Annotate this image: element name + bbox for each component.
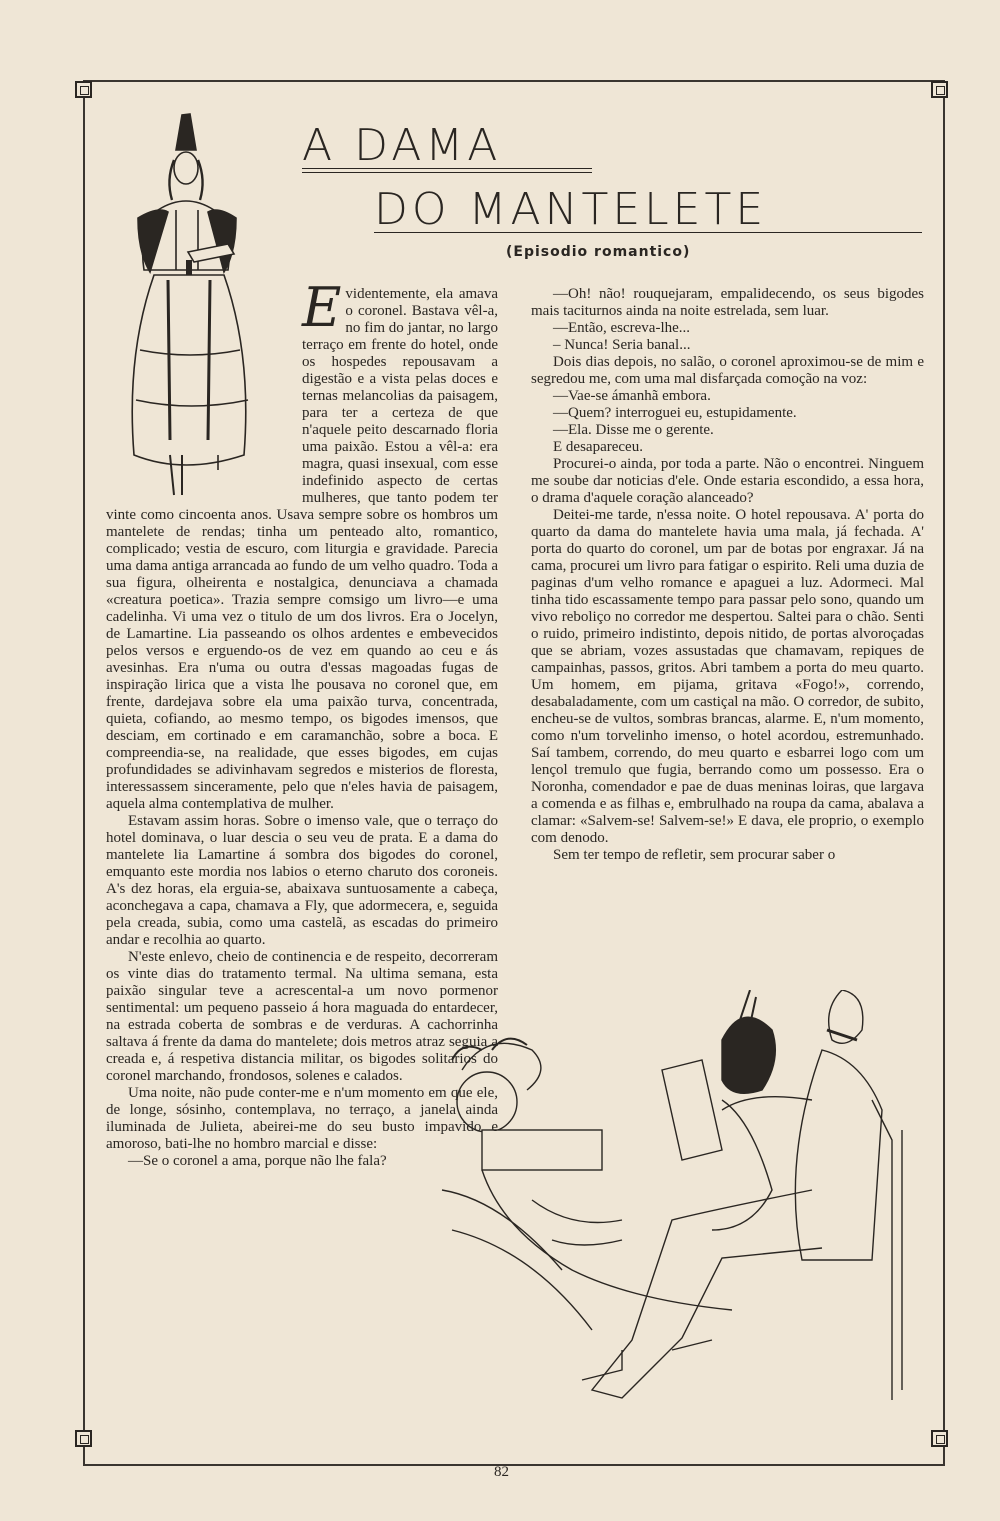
r-paragraph-4: Dois dias depois, no salão, o coronel aproximou-se de mim e segredou me, com uma mal disfarçada comoção na voz:: [531, 354, 924, 387]
paragraph-3: N'este enlevo, cheio de continencia e de respeito, decorreram os vinte dias do tratamento termal. Na ultima semana, esta paixão singular teve a acrescental-a um novo pormenor sentimental: um pequeno passeio á hora maguada do entardecer, na estrada coberta de sombras e de verduras. A cachorrinha saltava á frente da dama do mantelete; dois metros atraz seguia a creada e, á respetiva distancia militar, os bigodes solitarios do coronel marchando, frondosos, solenes e calados.: [106, 949, 498, 1084]
title-line-1: A DAMA: [302, 120, 502, 171]
corner-ornament-bottom-right: [931, 1430, 948, 1447]
page-number: 82: [494, 1464, 509, 1480]
figure-float-spacer: [106, 286, 302, 504]
r-paragraph-6: —Quem? interroguei eu, estupidamente.: [553, 405, 797, 421]
r-paragraph-9: Procurei-o ainda, por toda a parte. Não o encontrei. Ninguem me soube dar noticias d'ele. Onde estaria escondido, a essa hora, o drama d'aquele coração alanceado?: [531, 456, 924, 506]
title-rule-1: [302, 168, 592, 169]
paragraph-1: Evidentemente, ela amava o coronel. Bastava vêl-a, no fim do jantar, no largo terraço em frente do hotel, onde os hospedes repousavam a digestão e a vista pelas doces e ternas melancolias da paisagem, para ter a certeza de que n'aquele peito descarnado floria uma paixão. Estou a vêl-a: era magra, quasi insexual, com esse indefinido aspecto de certas mulheres, que tanto podem ter vinte como cincoenta anos. Usava sempre sobre os hombros um mantelete de rendas; tinha um penteado alto, romantico, complicado; vestia de escuro, com liturgia e gravidade. Parecia uma dama antiga arrancada ao fundo de um velho quadro. Toda a sua figura, olheirenta e nostalgica, denunciava a chamada «creatura poetica». Trazia sempre comsigo um livro—e uma cadelinha. Vi uma vez o titulo de um dos livros. Era o Jocelyn, de Lamartine. Lia passeando os olhos ardentes e embevecidos pelos versos e erguendo-os de vez em quando ao ceu e ás avesinhas. Era n'uma ou outra d'essas magoadas fugas de inspiração lirica que a vista lhe pousava no coronel que, em frente, dardejava sobre ela uma paixão turva, concentrada, quieta, cofiando, ao mesmo tempo, os bigodes imensos, que desciam, em cortinado e em caramanchão, sobre a boca. E compreendia-se, na realidade, que esses bigodes, em cujas profundidades se adivinhavam segredos e misterios de floresta, interessassem sinceramente, pelo que n'eles havia de paisagem, aquela alma contemplativa de mulher.: [106, 276, 498, 812]
article-right-column: [531, 286, 924, 864]
paragraph-4: Uma noite, não pude conter-me e n'um momento em que ele, de longe, sósinho, contemplava, no terraço, a janela ainda iluminada de Julieta, abeirei-me do seu busto impavido e amoroso, bati-lhe no hombro marcial e disse:: [106, 1085, 498, 1152]
r-paragraph-3: – Nunca! Seria banal...: [553, 337, 691, 353]
paragraph-2: Estavam assim horas. Sobre o imenso vale, que o terraço do hotel dominava, o luar descia o seu veu de prata. E a dama do mantelete lia Lamartine á sombra dos bigodes do coronel, emquanto este mordia nos labios o eterno charuto dos coroneis. A's dez horas, ela erguia-se, abaixava suntuosamente a cabeça, aconchegava a capa, chamava a Fly, que adormecera, e, seguida pela creada, subia, como uma castelã, as escadas do primeiro andar e recolhia ao quarto.: [106, 813, 498, 948]
r-paragraph-10: Deitei-me tarde, n'essa noite. O hotel repousava. A' porta do quarto da dama do mantelete havia uma mala, já fechada. A' porta do quarto do coronel, um par de botas por engraxar. Já na cama, procurei um livro para fatigar o espirito. Reli uma duzia de paginas d'um velho romance e apaguei a luz. Adormeci. Mal tinha tido escassamente tempo para passar pelo sono, quando um vivo reboliço no corredor me despertou. Saltei para o chão. Senti o ruido, primeiro indistinto, depois nitido, de portas alvoroçadas que se abriam, vozes assustadas que chamavam, repiques de campainhas, passos, gritos. Abri tambem a porta do meu quarto. Um homem, em pijama, gritava «Fogo!», correndo, desabaladamente, com um castiçal na mão. O corredor, de subito, encheu-se de vultos, sombras brancas, alarme. E, n'um momento, como n'um torvelinho imenso, o hotel acordou, estremunhado. Saí tambem, correndo, do meu quarto e esbarrei logo com um lençol tremulo que fugia, berrando como um possesso. Era o Noronha, comendador e pae de duas meninas loiras, que largava a comenda e as filhas e, embrulhado na roupa da cama, abalava a clamar: «Salvem-se! Salvem-se!» E dava, ele proprio, o exemplo com denodo.: [531, 507, 925, 846]
subtitle: (Episodio romantico): [506, 244, 691, 260]
corner-ornament-bottom-left: [75, 1430, 92, 1447]
r-paragraph-11: Sem ter tempo de refletir, sem procurar saber o: [553, 847, 836, 863]
r-paragraph-2: —Então, escreva-lhe...: [553, 320, 691, 336]
article-left-column: [106, 276, 498, 1170]
terrace-scene-illustration: [432, 990, 927, 1408]
corner-ornament-top-left: [75, 81, 92, 98]
paragraph-5: —Se o coronel a ama, porque não lhe fala?: [128, 1153, 387, 1169]
title-line-2: DO MANTELETE: [374, 184, 768, 235]
r-paragraph-1: —Oh! não! rouquejaram, empalidecendo, os seus bigodes mais taciturnos ainda na noite estrelada, sem luar.: [531, 286, 924, 319]
title-rule-2: [374, 232, 922, 233]
corner-ornament-top-right: [931, 81, 948, 98]
r-paragraph-7: —Ela. Disse me o gerente.: [553, 422, 714, 438]
r-paragraph-8: E desapareceu.: [553, 439, 643, 455]
drop-cap: E: [302, 276, 342, 339]
title-rule-1b: [302, 172, 592, 173]
r-paragraph-5: —Vae-se ámanhã embora.: [553, 388, 711, 404]
